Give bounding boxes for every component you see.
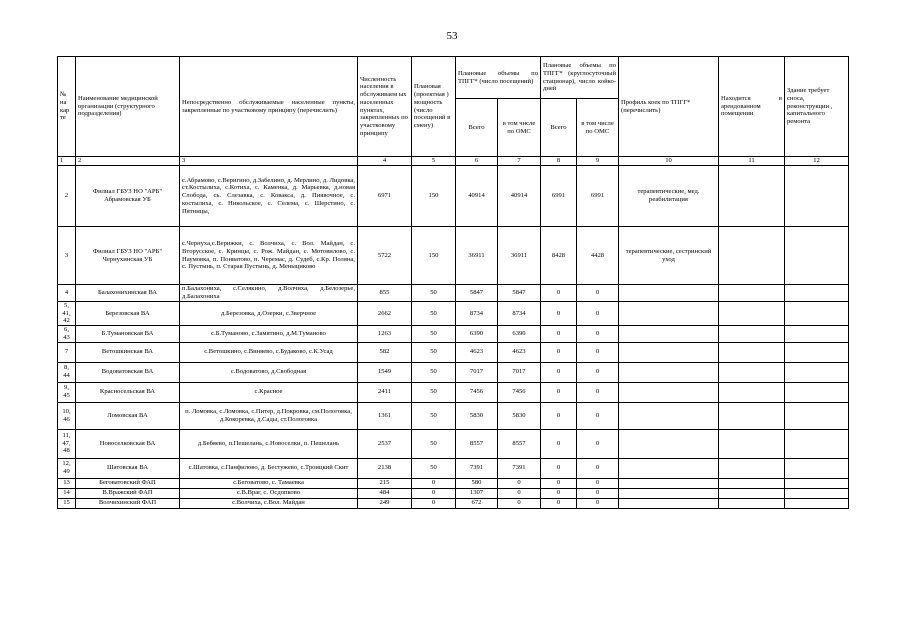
header-visits-total: Всего — [456, 99, 498, 157]
beddays-oms-cell: 0 — [577, 478, 619, 488]
table-row — [58, 342, 849, 362]
organization-name-cell: Волчихинский ФАП — [76, 498, 180, 508]
population-cell: 2411 — [358, 382, 412, 402]
table-row — [58, 285, 849, 302]
organization-name-cell: Ветошкинская ВА — [76, 342, 180, 362]
capacity-cell: 0 — [412, 488, 456, 498]
beddays-oms-cell: 0 — [577, 326, 619, 342]
organization-name-cell: Филиал ГБУЗ НО "АРБ" Абрамовская УБ — [76, 166, 180, 227]
organization-name-cell: Балахонихинская ВА — [76, 285, 180, 302]
row-number-cell: 11, 47, 48 — [58, 429, 76, 458]
population-cell: 484 — [358, 488, 412, 498]
served-places-cell: с.В.Враг, с. Осдопково — [180, 488, 358, 498]
visits-oms-cell: 7391 — [498, 458, 541, 478]
visits-total-cell: 7456 — [456, 382, 498, 402]
capacity-cell: 50 — [412, 342, 456, 362]
col-num: 4 — [358, 157, 412, 166]
repair-needed-cell — [785, 166, 849, 227]
header-visits-group: Плановые объемы по ТПГГ* (число посещений) — [456, 57, 541, 99]
rented-premises-cell — [719, 285, 785, 302]
bed-profile-cell — [619, 478, 719, 488]
organization-name-cell: Филиал ГБУЗ НО "АРБ" Чернухинская УБ — [76, 227, 180, 285]
repair-needed-cell — [785, 285, 849, 302]
organization-name-cell: Б.Тумановская ВА — [76, 326, 180, 342]
rented-premises-cell — [719, 166, 785, 227]
planning-table — [57, 56, 849, 509]
header-rented: Находится в арендованном помещении — [719, 57, 785, 157]
organization-name-cell: Шатовская ВА — [76, 458, 180, 478]
organization-name-cell: Новоселковская ВА — [76, 429, 180, 458]
row-number-cell: 8, 44 — [58, 362, 76, 382]
beddays-total-cell: 0 — [541, 458, 577, 478]
beddays-oms-cell: 0 — [577, 498, 619, 508]
bed-profile-cell — [619, 429, 719, 458]
capacity-cell: 50 — [412, 402, 456, 429]
rented-premises-cell — [719, 362, 785, 382]
visits-total-cell: 5847 — [456, 285, 498, 302]
visits-total-cell: 7017 — [456, 362, 498, 382]
visits-oms-cell: 0 — [498, 478, 541, 488]
header-capacity: Плановая (проектная ) мощность (число посещений в смену) — [412, 57, 456, 157]
capacity-cell: 50 — [412, 429, 456, 458]
repair-needed-cell — [785, 478, 849, 488]
bed-profile-cell — [619, 498, 719, 508]
rented-premises-cell — [719, 382, 785, 402]
capacity-cell: 50 — [412, 285, 456, 302]
header-beddays-total: Всего — [541, 99, 577, 157]
col-num: 7 — [498, 157, 541, 166]
bed-profile-cell — [619, 402, 719, 429]
row-number-cell: 9, 45 — [58, 382, 76, 402]
beddays-total-cell: 8428 — [541, 227, 577, 285]
repair-needed-cell — [785, 227, 849, 285]
served-places-cell: с.Шатовка, с.Панфилово, д. Бестужево, с.Троицкий Скит — [180, 458, 358, 478]
capacity-cell: 150 — [412, 166, 456, 227]
bed-profile-cell — [619, 302, 719, 326]
row-number-cell: 4 — [58, 285, 76, 302]
population-cell: 6971 — [358, 166, 412, 227]
beddays-total-cell: 0 — [541, 342, 577, 362]
capacity-cell: 0 — [412, 478, 456, 488]
header-row-1 — [58, 57, 849, 99]
row-number-cell: 7 — [58, 342, 76, 362]
repair-needed-cell — [785, 488, 849, 498]
header-hospital-group: Плановые объемы по ТПГГ* (круглосуточный стационар), число койко-дней — [541, 57, 619, 99]
served-places-cell: п.Балахониха, с.Селякино, д.Волчиха, д.Белозерье, д.Балахониха — [180, 285, 358, 302]
capacity-cell: 50 — [412, 302, 456, 326]
visits-total-cell: 8734 — [456, 302, 498, 326]
bed-profile-cell: терапевтические, сестринский уход — [619, 227, 719, 285]
repair-needed-cell — [785, 302, 849, 326]
column-number-row — [58, 157, 849, 166]
population-cell: 215 — [358, 478, 412, 488]
visits-oms-cell: 8734 — [498, 302, 541, 326]
header-beddays-oms: в том числе по ОМС — [577, 99, 619, 157]
visits-oms-cell: 4623 — [498, 342, 541, 362]
table-row — [58, 362, 849, 382]
rented-premises-cell — [719, 402, 785, 429]
col-num: 1 — [58, 157, 76, 166]
row-number-cell: 13 — [58, 478, 76, 488]
organization-name-cell: Красносельская ВА — [76, 382, 180, 402]
capacity-cell: 50 — [412, 382, 456, 402]
beddays-oms-cell: 0 — [577, 488, 619, 498]
table-row — [58, 402, 849, 429]
population-cell: 249 — [358, 498, 412, 508]
visits-oms-cell: 5847 — [498, 285, 541, 302]
visits-oms-cell: 8557 — [498, 429, 541, 458]
row-number-cell: 14 — [58, 488, 76, 498]
served-places-cell: д.Бебяево, п.Пешелань, с.Новоселки, п. Пешелань — [180, 429, 358, 458]
visits-oms-cell: 40914 — [498, 166, 541, 227]
table-row — [58, 227, 849, 285]
capacity-cell: 50 — [412, 458, 456, 478]
beddays-oms-cell: 0 — [577, 302, 619, 326]
visits-total-cell: 580 — [456, 478, 498, 488]
row-number-cell: 2 — [58, 166, 76, 227]
served-places-cell: с.Б.Туманово, с.Замятино, д.М.Туманово — [180, 326, 358, 342]
visits-total-cell: 5830 — [456, 402, 498, 429]
beddays-total-cell: 0 — [541, 488, 577, 498]
table-row — [58, 458, 849, 478]
repair-needed-cell — [785, 326, 849, 342]
capacity-cell: 50 — [412, 362, 456, 382]
repair-needed-cell — [785, 429, 849, 458]
served-places-cell: с.Водоватово, д.Свободная — [180, 362, 358, 382]
capacity-cell: 50 — [412, 326, 456, 342]
beddays-oms-cell: 0 — [577, 402, 619, 429]
col-num: 8 — [541, 157, 577, 166]
repair-needed-cell — [785, 382, 849, 402]
repair-needed-cell — [785, 362, 849, 382]
header-population: Численность населения в обслуживаем ых населенных пунктах, закрепленных по участковому принципу — [358, 57, 412, 157]
table-row — [58, 478, 849, 488]
served-places-cell: с.Волчиха, с.Вол. Майдан — [180, 498, 358, 508]
repair-needed-cell — [785, 498, 849, 508]
header-number: № на кар те — [58, 57, 76, 157]
beddays-oms-cell: 0 — [577, 285, 619, 302]
beddays-total-cell: 0 — [541, 478, 577, 488]
visits-total-cell: 1307 — [456, 488, 498, 498]
beddays-total-cell: 0 — [541, 326, 577, 342]
header-visits-oms: в том числе по ОМС — [498, 99, 541, 157]
beddays-total-cell: 0 — [541, 402, 577, 429]
beddays-oms-cell: 0 — [577, 342, 619, 362]
bed-profile-cell — [619, 285, 719, 302]
row-number-cell: 3 — [58, 227, 76, 285]
table-row — [58, 302, 849, 326]
bed-profile-cell — [619, 458, 719, 478]
bed-profile-cell — [619, 488, 719, 498]
rented-premises-cell — [719, 488, 785, 498]
row-number-cell: 6, 43 — [58, 326, 76, 342]
beddays-total-cell: 0 — [541, 382, 577, 402]
table-row — [58, 429, 849, 458]
population-cell: 2662 — [358, 302, 412, 326]
table-row — [58, 488, 849, 498]
visits-oms-cell: 6390 — [498, 326, 541, 342]
col-num: 3 — [180, 157, 358, 166]
organization-name-cell: Водоватовская ВА — [76, 362, 180, 382]
beddays-oms-cell: 0 — [577, 458, 619, 478]
visits-total-cell: 7391 — [456, 458, 498, 478]
rented-premises-cell — [719, 498, 785, 508]
beddays-total-cell: 0 — [541, 302, 577, 326]
population-cell: 582 — [358, 342, 412, 362]
row-number-cell: 10, 46 — [58, 402, 76, 429]
beddays-oms-cell: 6991 — [577, 166, 619, 227]
row-number-cell: 5, 41, 42 — [58, 302, 76, 326]
header-repair: Здание требует сноса, реконструкции , капитального ремонта — [785, 57, 849, 157]
organization-name-cell: Беговатовский ФАП — [76, 478, 180, 488]
rented-premises-cell — [719, 429, 785, 458]
organization-name-cell: В.Вражский ФАП — [76, 488, 180, 498]
repair-needed-cell — [785, 458, 849, 478]
table-row — [58, 382, 849, 402]
rented-premises-cell — [719, 342, 785, 362]
row-number-cell: 12, 49 — [58, 458, 76, 478]
beddays-total-cell: 0 — [541, 362, 577, 382]
visits-oms-cell: 5830 — [498, 402, 541, 429]
visits-total-cell: 672 — [456, 498, 498, 508]
col-num: 9 — [577, 157, 619, 166]
served-places-cell: с.Чернуха,с.Верижки, с. Волчиха, с. Вол. Майдан, с. Вторусское, с. Кринцы, с. Рож. Майдан, с. Мотовилово, с. Наумовка, п. Понватово, п. Черемас, д. Судеб, с.Кр. Поляна, с. Пустынь, п. Старая Пустынь, д. Меньщиково — [180, 227, 358, 285]
visits-oms-cell: 0 — [498, 498, 541, 508]
capacity-cell: 0 — [412, 498, 456, 508]
bed-profile-cell — [619, 342, 719, 362]
rented-premises-cell — [719, 227, 785, 285]
population-cell: 2537 — [358, 429, 412, 458]
header-places: Непосредственно обслуживаемые населенные пункты, закрепленные по участковому принципу (перечислить) — [180, 57, 358, 157]
population-cell: 855 — [358, 285, 412, 302]
col-num: 5 — [412, 157, 456, 166]
page-number: 53 — [446, 30, 458, 42]
bed-profile-cell — [619, 382, 719, 402]
visits-total-cell: 8557 — [456, 429, 498, 458]
served-places-cell: с.Беговатово, с. Тамаевка — [180, 478, 358, 488]
repair-needed-cell — [785, 342, 849, 362]
beddays-oms-cell: 0 — [577, 362, 619, 382]
beddays-oms-cell: 0 — [577, 429, 619, 458]
population-cell: 5722 — [358, 227, 412, 285]
visits-total-cell: 36911 — [456, 227, 498, 285]
col-num: 2 — [76, 157, 180, 166]
bed-profile-cell — [619, 326, 719, 342]
rented-premises-cell — [719, 478, 785, 488]
population-cell: 2138 — [358, 458, 412, 478]
table-row — [58, 498, 849, 508]
repair-needed-cell — [785, 402, 849, 429]
beddays-total-cell: 0 — [541, 498, 577, 508]
served-places-cell: п. Ломовка, с.Ломовка, с.Питер, д.Покровка, см.Пологовка, д.Кокоревка, д.Сады, ст.Пологовка — [180, 402, 358, 429]
visits-oms-cell: 36911 — [498, 227, 541, 285]
visits-oms-cell: 0 — [498, 488, 541, 498]
served-places-cell: с.Ветошкино, с.Виняево, с.Будаково, с.К.Усад — [180, 342, 358, 362]
visits-total-cell: 6390 — [456, 326, 498, 342]
rented-premises-cell — [719, 302, 785, 326]
beddays-total-cell: 0 — [541, 429, 577, 458]
population-cell: 1361 — [358, 402, 412, 429]
capacity-cell: 150 — [412, 227, 456, 285]
served-places-cell: д.Березовка, д.Озерки, с.Зверчное — [180, 302, 358, 326]
header-organization: Наименование медицинской организации (структурного подразделения) — [76, 57, 180, 157]
rented-premises-cell — [719, 326, 785, 342]
served-places-cell: с.Абрамово, с.Веригино, д.Забелино, д. Мерлино, д. Лидовка, ст.Костылиха, с.Котиха, с. Каменка, д. Марьевка, д.новая Слобода, сь. Слезавка, с. Ковакса, д. Пиявочное, с. костылиха, с. Никольское, с. Селема, с. Шерстино, с. Пятницы, — [180, 166, 358, 227]
header-bed-profile: Профиль коек по ТПГГ* (перечислить) — [619, 57, 719, 157]
visits-total-cell: 4623 — [456, 342, 498, 362]
rented-premises-cell — [719, 458, 785, 478]
row-number-cell: 15 — [58, 498, 76, 508]
bed-profile-cell: терапевтические, мед. реабилитация — [619, 166, 719, 227]
col-num: 10 — [619, 157, 719, 166]
col-num: 6 — [456, 157, 498, 166]
beddays-total-cell: 6991 — [541, 166, 577, 227]
col-num: 12 — [785, 157, 849, 166]
beddays-oms-cell: 0 — [577, 382, 619, 402]
beddays-total-cell: 0 — [541, 285, 577, 302]
beddays-oms-cell: 4428 — [577, 227, 619, 285]
table-row — [58, 326, 849, 342]
visits-oms-cell: 7017 — [498, 362, 541, 382]
visits-total-cell: 40914 — [456, 166, 498, 227]
visits-oms-cell: 7456 — [498, 382, 541, 402]
organization-name-cell: Ломовская ВА — [76, 402, 180, 429]
served-places-cell: с.Красное — [180, 382, 358, 402]
organization-name-cell: Березовская ВА — [76, 302, 180, 326]
bed-profile-cell — [619, 362, 719, 382]
population-cell: 1263 — [358, 326, 412, 342]
col-num: 11 — [719, 157, 785, 166]
table-row — [58, 166, 849, 227]
population-cell: 1549 — [358, 362, 412, 382]
